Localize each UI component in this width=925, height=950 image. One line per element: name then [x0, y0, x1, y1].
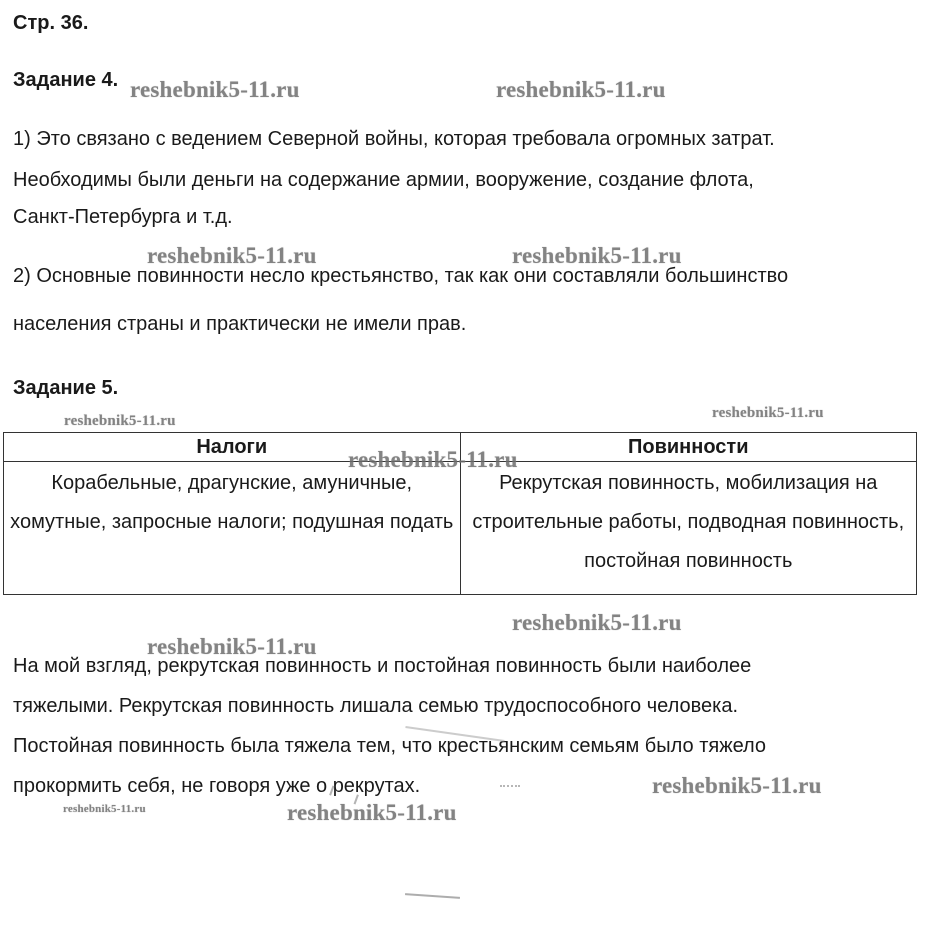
watermark: reshebnik5-11.ru	[147, 634, 317, 659]
watermark: reshebnik5-11.ru	[130, 77, 300, 102]
watermark: reshebnik5-11.ru	[63, 803, 146, 815]
conclusion-line: На мой взгляд, рекрутская повинность и постойная повинность были наиболее	[13, 655, 752, 677]
watermark: reshebnik5-11.ru	[712, 405, 824, 421]
conclusion-line: тяжелыми. Рекрутская повинность лишала семью трудоспособного человека.	[13, 695, 739, 717]
page-number: Стр. 36.	[13, 12, 89, 34]
watermark: reshebnik5-11.ru	[652, 773, 822, 798]
table-cell-duties: Рекрутская повинность, мобилизация на строительные работы, подводная повинность, постойная повинность	[460, 462, 917, 595]
watermark: reshebnik5-11.ru	[287, 800, 457, 825]
watermark: reshebnik5-11.ru	[64, 413, 176, 429]
task-4-line: населения страны и практически не имели прав.	[13, 313, 467, 335]
table-header-duties: Повинности	[460, 433, 917, 462]
watermark: reshebnik5-11.ru	[496, 77, 666, 102]
task-4-heading: Задание 4.	[13, 69, 119, 91]
scan-smudge	[405, 893, 460, 899]
task-4-line: 2) Основные повинности несло крестьянство, так как они составляли большинство	[13, 265, 789, 287]
task-4-line: Необходимы были деньги на содержание армии, вооружение, создание флота,	[13, 169, 754, 191]
task-4-line: 1) Это связано с ведением Северной войны, которая требовала огромных затрат.	[13, 128, 775, 150]
table-cell-taxes: Корабельные, драгунские, амуничные, хомутные, запросные налоги; подушная подать	[4, 462, 461, 595]
task-4-line: Санкт-Петербурга и т.д.	[13, 206, 233, 228]
watermark: reshebnik5-11.ru	[512, 610, 682, 635]
table-row	[4, 462, 917, 595]
conclusion-line: Постойная повинность была тяжела тем, что крестьянским семьям было тяжело	[13, 735, 767, 757]
task-5-heading: Задание 5.	[13, 377, 119, 399]
conclusion-line: прокормить себя, не говоря уже о рекрутах.	[13, 775, 421, 797]
scan-smudge	[500, 785, 520, 803]
table-header-taxes: Налоги	[4, 433, 461, 462]
watermark: reshebnik5-11.ru	[147, 243, 317, 268]
watermark: reshebnik5-11.ru	[348, 447, 518, 472]
watermark: reshebnik5-11.ru	[512, 243, 682, 268]
